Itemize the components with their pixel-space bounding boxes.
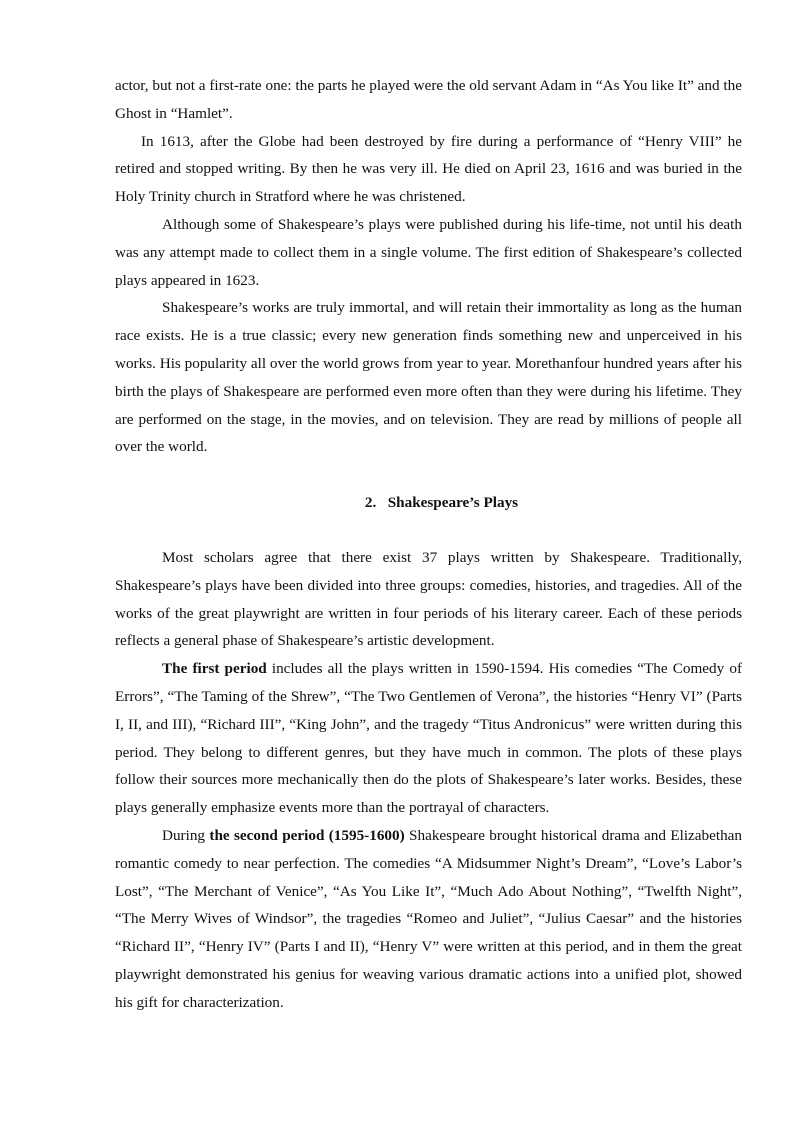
section-title: Shakespeare’s Plays: [387, 494, 519, 512]
spacer: [115, 461, 742, 489]
paragraph-second-period: [115, 822, 742, 1017]
paragraph-acting-roles: actor, but not a first-rate one: the parts he played were the old servant Adam in “As You like It” and the Ghost in “Hamlet”.: [115, 77, 742, 122]
paragraph-plays-overview: Most scholars agree that there exist 37 plays written by Shakespeare. Traditionally, Shakespeare’s plays have been divided into three groups: comedies, histories, and tragedies. All of the works of the great playwright are written in four periods of his literary career. Each of these periods reflects a general phase of Shakespeare’s artistic development.: [115, 548, 742, 650]
second-period-text: Shakespeare brought historical drama and Elizabethan romantic comedy to near perfection. The comedies “A Midsummer Night’s Dream”, “Love’s Labor’s Lost”, “The Merchant of Venice”, “As You Like It”, “Much Ado About Nothing”, “Twelfth Night”, “The Merry Wives of Windsor”, the tragedies “Romeo and Juliet”, “Julius Caesar” and the histories “Richard II”, “Henry IV” (Parts I and II), “Henry V” were written at this period, and in them the great playwright demonstrated his genius for weaving various dramatic actions into a unified plot, showed his gift for characterization.: [115, 826, 743, 1011]
document-page: [115, 72, 742, 1017]
paragraph-retirement-death: In 1613, after the Globe had been destroyed by fire during a performance of “Henry VIII” he retired and stopped writing. By then he was very ill. He died on April 23, 1616 and was buried in the Holy Trinity church in Stratford where he was christened.: [115, 132, 742, 206]
paragraph-immortal-works: Shakespeare’s works are truly immortal, and will retain their immortality as long as the human race exists. He is a true classic; every new generation finds something new and unperceived in his works. His popularity all over the world grows from year to year. Morethanfour hundred years after his birth the plays of Shakespeare are performed even more often than they were during his lifetime. They are performed on the stage, in the movies, and on television. They are read by millions of people all over the world.: [115, 299, 742, 456]
spacer: [115, 517, 742, 544]
section-heading: [115, 489, 742, 517]
second-period-label: the second period (1595-1600): [209, 826, 405, 844]
second-period-lead: During: [162, 826, 210, 844]
paragraph-first-edition: Although some of Shakespeare’s plays were published during his life-time, not until his death was any attempt made to collect them in a single volume. The first edition of Shakespeare’s collected plays appeared in 1623.: [115, 215, 742, 289]
first-period-label: The first period: [162, 660, 267, 678]
first-period-text: includes all the plays written in 1590-1594. His comedies “The Comedy of Errors”, “The Taming of the Shrew”, “The Two Gentlemen of Verona”, the histories “Henry VI” (Parts I, II, and III), “Richard III”, “King John”, and the tragedy “Titus Andronicus” were written during this period. They belong to different genres, but they have much in common. The plots of these plays follow their sources more mechanically then do the plots of Shakespeare’s later works. Besides, these plays generally emphasize events more than the portrayal of characters.: [115, 660, 742, 817]
section-number: 2.: [364, 494, 377, 512]
paragraph-first-period: [115, 655, 742, 822]
